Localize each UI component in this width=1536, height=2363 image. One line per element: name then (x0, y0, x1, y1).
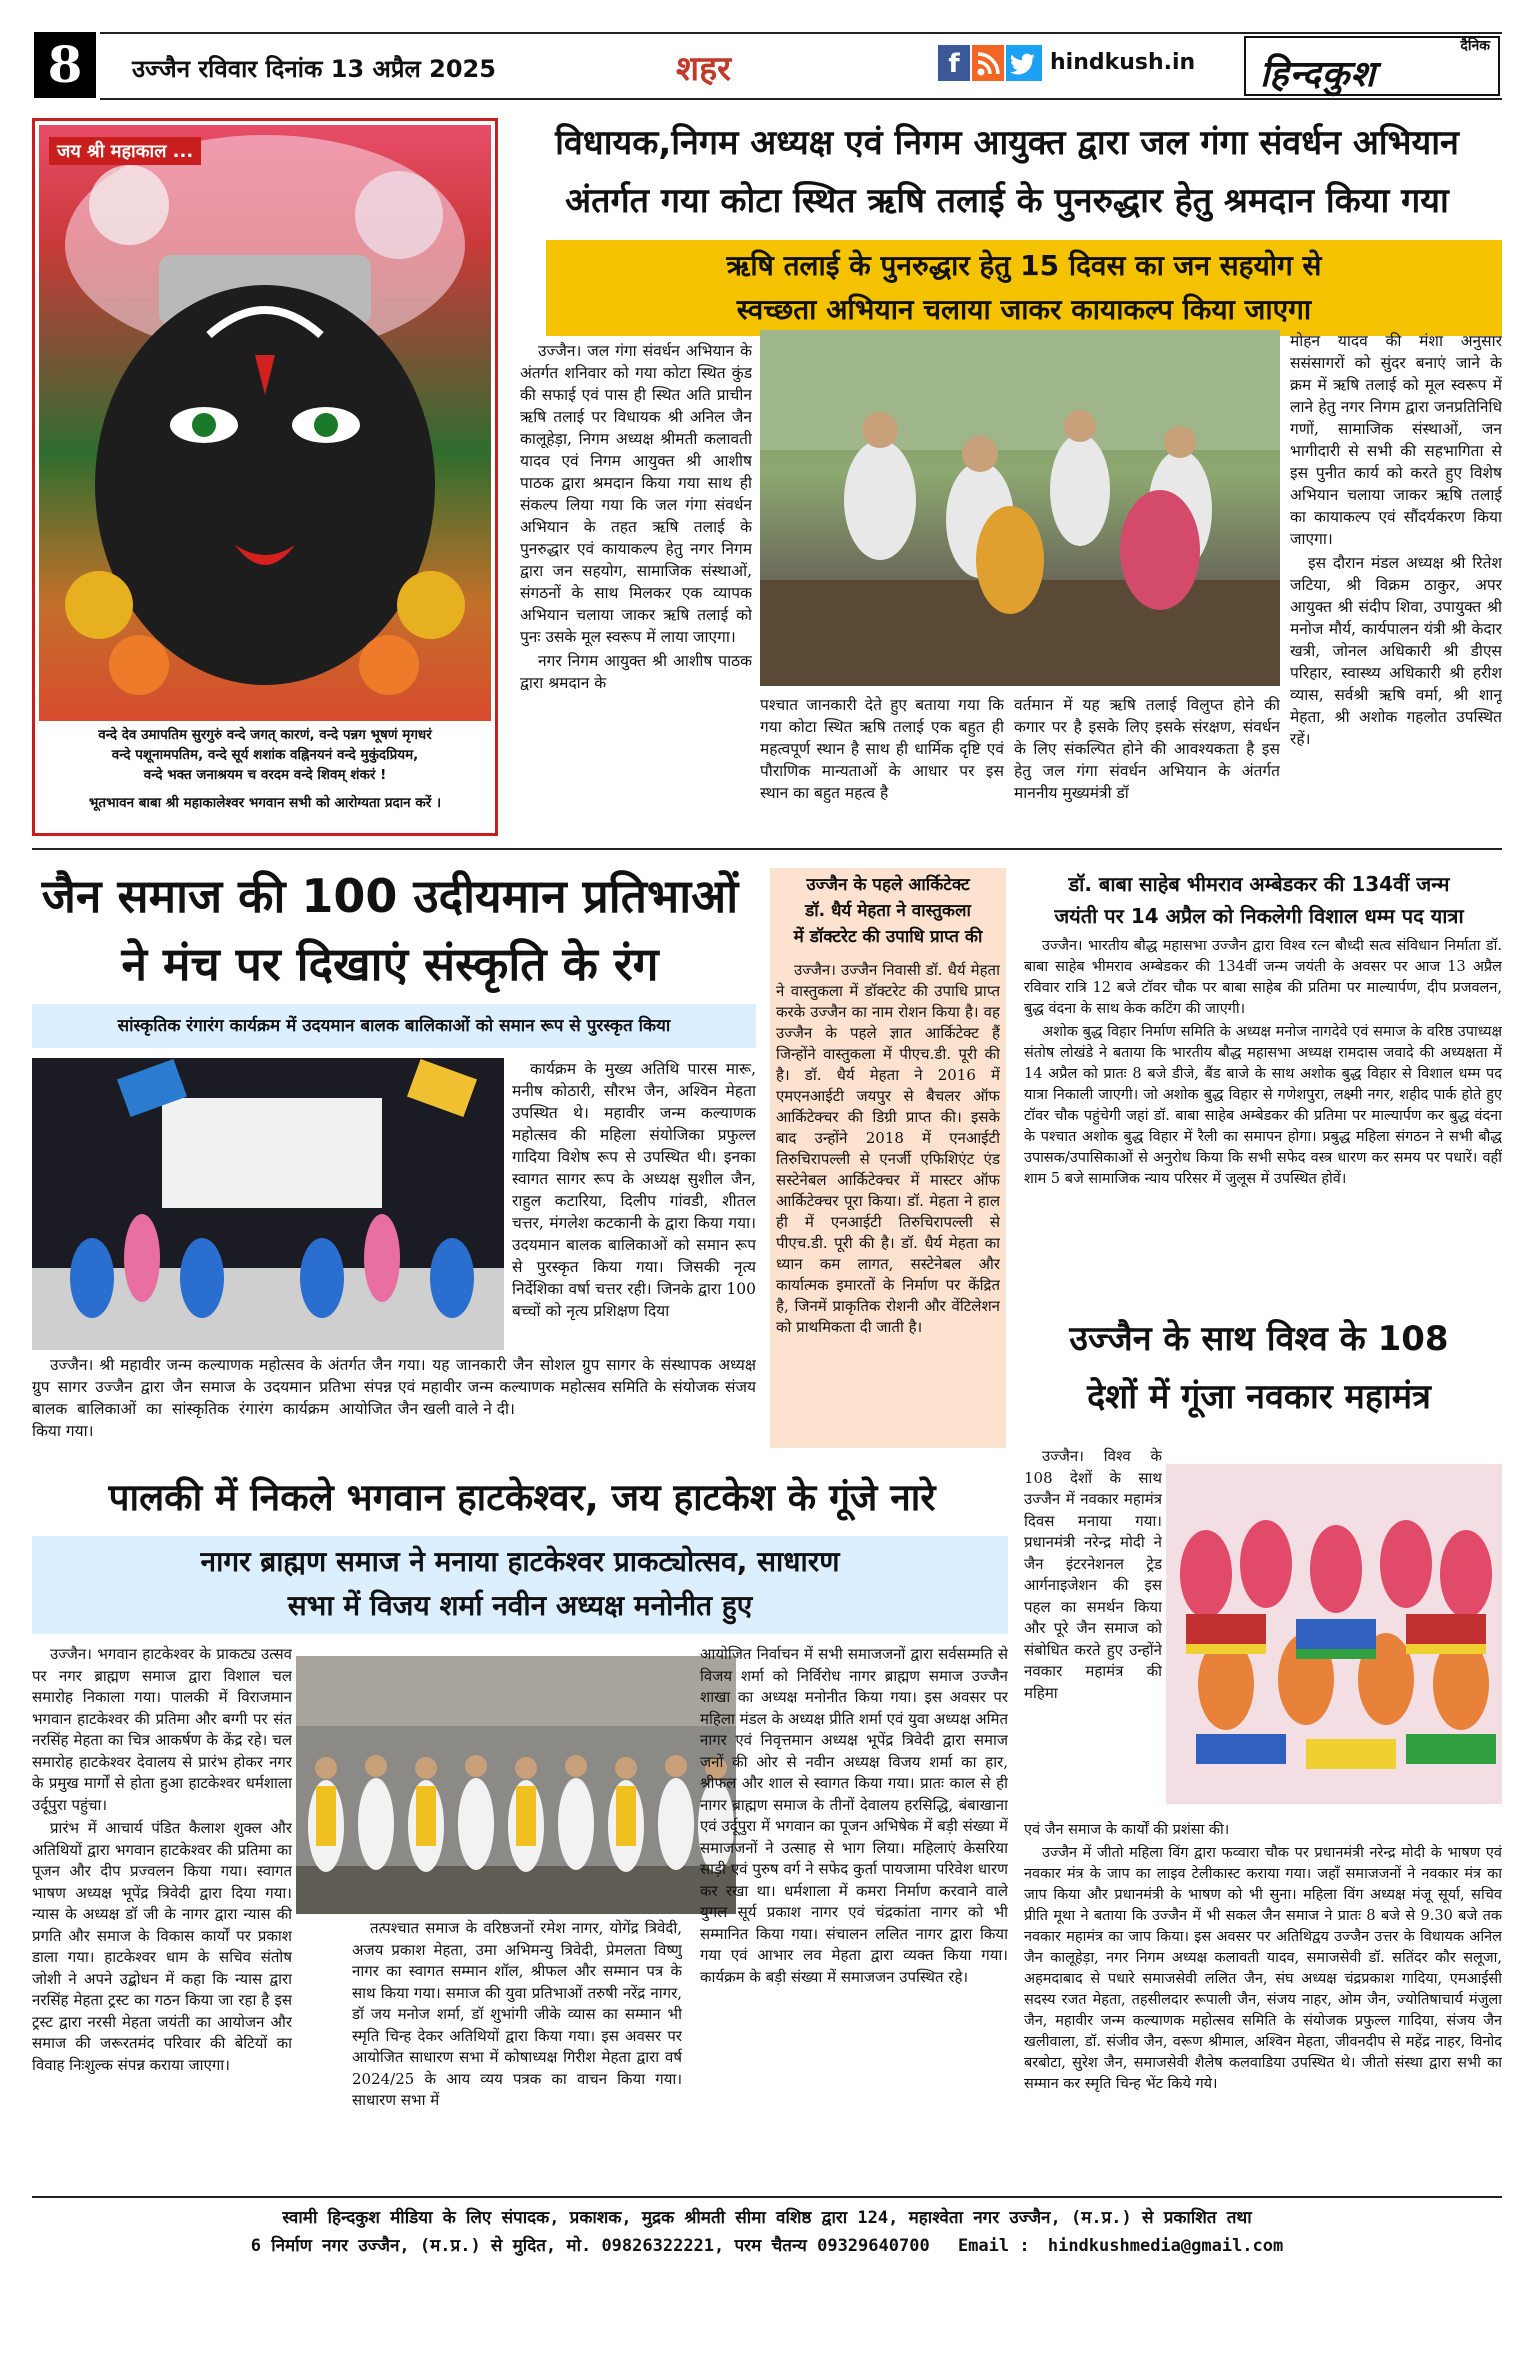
story4-headline (1016, 868, 1502, 932)
story5-side-col (1024, 1446, 1162, 1818)
imprint-line2: 6 निर्माण नगर उज्जैन, (म.प्र.) से मुदित, मो. 09826322221, परम चैतन्य 09329640700 (250, 2236, 930, 2256)
story5-headline-line2: देशों में गूंजा नवकार महामंत्र (1087, 1377, 1431, 1417)
story5-side-para: उज्जैन। विश्व के 108 देशों के साथ उज्जैन में नवकार महामंत्र दिवस मनाया गया। प्रधानमंत्री नरेन्द्र मोदी ने जैन इंटरनेशनल ट्रेड आर्गनाइजेशन की इस पहल का समर्थन किया और पूरे जैन समाज को संबोधित करते हुए उन्होंने नवकार महामंत्र की महिमा (1024, 1447, 1162, 1702)
story5-headline (1016, 1310, 1502, 1426)
section-name: शहर (676, 49, 732, 89)
story2-right-para: कार्यक्रम के मुख्य अतिथि पारस मारू, मनीष कोठारी, सौरभ जैन, अश्विन मेहता उपस्थित थे। महावीर जन्म कल्याणक महोत्सव की महिला संयोजिका प्रफुल्ल गादिया विशेष रूप से उपस्थित थी। इनका स्वागत सागर रूप के अध्यक्ष सुशील जैन, राहुल कटारिया, दिलीप गांवडी, शीतल चत्तर, मंगलेश कटकानी के द्वारा किया गया। उदयमान बालक बालिकाओं को समान रूप से पुरस्कृत किया गया। जिसकी नृत्य निर्देशिका वर्षा चत्तर रही। जिनके द्वारा 100 बच्चों को नृत्य प्रशिक्षण दिया (512, 1060, 756, 1320)
story5-photo (1166, 1464, 1502, 1804)
story1-photo (760, 330, 1280, 686)
story6-col1-para: उज्जैन। भगवान हाटकेश्वर के प्राकट्य उत्सव पर नगर ब्राह्मण समाज द्वारा विशाल चल समारोह निकाला गया। पालकी में विराजमान भगवान हाटकेश्वर की प्रतिमा और बग्गी पर संत नरसिंह मेहता का चित्र आकर्षण के केंद्र रहे। चल समारोह हाटकेश्वर देवालय से प्रारंभ होकर नगर के प्रमुख मार्गों से होता हुआ हाटकेश्वर धर्मशाला उर्दूपुरा पहुंचा। (32, 1645, 292, 1814)
story6-col3-para: आयोजित निर्वाचन में सभी समाजजनों द्वारा सर्वसम्मति से विजय शर्मा को निर्विरोध नागर ब्राह्मण समाज उज्जैन शाखा का अध्यक्ष मनोनीत किया गया। इस अवसर पर महिला मंडल के अध्यक्ष प्रीति शर्मा एवं युवा अध्यक्ष अमित नागर एवं निवृत्तमान अध्यक्ष भूपेंद्र त्रिवेदी द्वारा समाज जनों की ओर से नवीन अध्यक्ष विजय शर्मा का हार, श्रीफल और शाल से स्वागत किया गया। प्रातः काल से ही नागर ब्राह्मण समाज के तीनों देवालय हरसिद्धि, बंबाखाना एवं उर्दूपुरा में भगवान का पूजन अभिषेक में बड़ी संख्या में समाजजनों ने उत्साह से भाग लिया। महिलाएं केसरिया साड़ी एवं पुरुष वर्ग ने सफेद कुर्ता पायजामा परिवेश धारण कर रखा था। धर्मशाला में कमरा निर्माण करवाने वाले युगल सूर्य प्रकाश नागर एवं चंद्रकांता नागर को भी सम्मानित किया गया। संचालन ललित नागर द्वारा किया गया एवं आभार लव मेहता द्वारा व्यक्त किया गया। कार्यक्रम के बड़ी संख्या में समाजजन उपस्थित रहे। (700, 1645, 1008, 1986)
masthead-box (1244, 36, 1500, 96)
story6-col2 (352, 1918, 682, 2188)
story2-right-col (512, 1058, 756, 1350)
story6-subhead-line2: सभा में विजय शर्मा नवीन अध्यक्ष मनोनीत हुए (287, 1589, 753, 1622)
header-bottom-rule (100, 98, 1502, 100)
story3-headline (770, 872, 1006, 950)
story1-subhead-band (546, 240, 1502, 336)
verse-line-3: वन्दे भक्त जनाश्रयम च वरदम वन्दे शिवम् शंकरं ! (143, 767, 387, 783)
story4-body2: अशोक बुद्ध विहार निर्माण समिति के अध्यक्ष मनोज नागदेवे एवं समाज के वरिष्ठ उपाध्यक्ष संतोष लोखंडे ने बताया कि भारतीय बौद्ध महासभा अध्यक्ष रामदास जवादे की अध्यक्षता में 14 अप्रैल को प्रातः 8 बजे डीजे, बैंड बाजे के साथ अशोक बुद्ध विहार से विशाल धम्म पद यात्रा निकाली जाएगी। जो अशोक बुद्ध विहार से गणेशपुरा, लक्ष्मी नगर, शहीद पार्क होते हुए टॉवर चौक पहुंचेगी जहां डॉ. बाबा साहेब अम्बेडकर की प्रतिमा पर माल्यार्पण कर बुद्ध वंदना के पश्चात अशोक बुद्ध विहार में रैली का समापन होगा। प्रबुद्ध महिला संगठन ने सभी बौद्ध उपासक/उपासिकाओं से अनुरोध किया कि सभी सफेद वस्त्र धारण कर समय पर पधारें। वहीं शाम 5 बजे सामाजिक न्याय परिसर में जुलूस में उपस्थित होवें। (1024, 1024, 1502, 1187)
story5-body-line: एवं जैन समाज के कार्यों की प्रशंसा की। (1024, 1822, 1230, 1838)
story4-body (1024, 936, 1502, 1288)
rss-icon[interactable] (972, 45, 1004, 81)
story6-col3 (700, 1644, 1008, 2188)
story6-col1b-para: प्रारंभ में आचार्य पंडित कैलाश शुक्ल और अतिथियों द्वारा भगवान हाटकेश्वर की प्रतिमा का पूजन और दीप प्रज्वलन किया गया। स्वागत भाषण अध्यक्ष भूपेंद्र त्रिवेदी द्वारा दिया गया। न्यास के अध्यक्ष डॉ जी के नागर द्वारा न्यास की प्रगति और समाज के विकास कार्यों पर प्रकाश डाला गया। हाटकेश्वर धाम के सचिव संतोष जोशी ने अपने उद्बोधन में कहा कि न्यास द्वारा नरसिंह मेहता ट्रस्ट का गठन किया जा रहा है इस ट्रस्ट द्वारा नरसी मेहता जयंती का आयोजन और समाज की जरूरतमंद परिवार की बेटियों का विवाह निःशुल्क संपन्न कराया जाएगा। (32, 1819, 292, 2074)
story6-subhead-line1: नागर ब्राह्मण समाज ने मनाया हाटकेश्वर प्राकट्योत्सव, साधारण (200, 1545, 840, 1578)
verse-line-2: वन्दे पशूनामपतिम, वन्दे सूर्य शशांक वह्निनयनं वन्दे मुकुंदप्रियम, (111, 747, 419, 763)
story1-col1-para: उज्जैन। जल गंगा संवर्धन अभियान के अंतर्गत शनिवार को गया कोटा स्थित कुंड की सफाई एवं पास ही स्थित अति प्राचीन ऋषि तलाई पर विधायक श्री अनिल जैन कालूहेड़ा, निगम अध्यक्ष श्रीमती कलावती यादव एवं निगम आयुक्त श्री आशीष पाठक द्वारा श्रमदान किया गया साथ ही संकल्प लिया गया कि जल गंगा संवर्धन अभियान के तहत ऋषि तलाई के पुनरुद्धार एवं कायाकल्प हेतु नगर निगम द्वारा जन सहयोग, सामाजिक संस्थाओं, संगठनों के साथ मिलकर एक व्यापक अभियान चलाया जाकर ऋषि तलाई को पुनः उसके मूल स्वरूप में लाया जाएगा। (520, 342, 752, 646)
story4-body1: उज्जैन। भारतीय बौद्ध महासभा उज्जैन द्वारा विश्व रत्न बौध्दी सत्व संविधान निर्माता डॉ. बाबा साहेब भीमराव अम्बेडकर की 134वीं जन्म जयंती के अवसर पर आज 13 अप्रैल रविवार रात्रि 12 बजे टॉवर चौक पर बाबा साहेब की प्रतिमा पर माल्यार्पण, दीप प्रजवलन, बुद्ध वंदना के साथ केक कटिंग की जाएगी। (1024, 938, 1502, 1017)
story6-photo (296, 1656, 736, 1914)
imprint-line2-row (32, 2232, 1502, 2260)
story2-bottom-right (398, 1354, 756, 1446)
mahakal-photo (39, 125, 491, 721)
story6-col2-para: तत्पश्चात समाज के वरिष्ठजनों रमेश नागर, योगेंद्र त्रिवेदी, अजय प्रकाश मेहता, उमा अभिमन्यु त्रिवेदी, प्रेमलता विष्णु नागर का स्वागत सम्मान शॉल, श्रीफल और सम्मान पत्र के साथ किया गया। समाज की युवा प्रतिभाओं तरुषी नरेंद्र नागर, डॉ जय मनोज शर्मा, डॉ शुभांगी जीके व्यास का सम्मान भी स्मृति चिन्ह देकर अतिथियों द्वारा किया गया। इस अवसर पर आयोजित साधारण सभा में कोषाध्यक्ष गिरीश मेहता द्वारा वर्ष 2024/25 के आय व्यय पत्रक का वाचन किया गया। साधारण सभा में (352, 1919, 682, 2109)
masthead-title: हिन्दकुश (1260, 53, 1376, 95)
story3-body (776, 960, 1000, 1444)
story1-headline-line2: अंतर्गत गया कोटा स्थित ऋषि तलाई के पुनरुद्धार हेतु श्रमदान किया गया (565, 181, 1449, 221)
story1-col4 (1290, 330, 1502, 836)
story1-col1 (520, 340, 752, 836)
story2-headline-line1: जैन समाज की 100 उदीयमान प्रतिभाओं (41, 869, 739, 923)
footer-rule (32, 2196, 1502, 2198)
story4-headline-line2: जयंती पर 14 अप्रैल को निकलेगी विशाल धम्म पद यात्रा (1054, 904, 1464, 928)
story3-headline-line2: डॉ. धैर्य मेहता ने वास्तुकला (805, 901, 971, 921)
story3-headline-line3: में डॉक्टरेट की उपाधि प्राप्त की (793, 927, 983, 947)
website-link[interactable]: hindkush.in (1050, 50, 1196, 75)
story5-body-para: उज्जैन में जीतो महिला विंग द्वारा फव्वारा चौक पर प्रधानमंत्री नरेन्द्र मोदी के भाषण एवं नवकार मंत्र के जाप का लाइव टेलीकास्ट कराया गया। जहाँ समाजजनों ने नवकार मंत्र का जाप किया और प्रधानमंत्री के भाषण को भी सुना। महिला विंग अध्यक्ष मंजू सूर्या, सचिव प्रीति मूथा ने बताया कि उज्जैन में भी सकल जैन समाज ने प्रातः 8 बजे से 9.30 बजे तक नवकार महामंत्र का जाप किया। इस अवसर पर अतिथिद्वय उज्जैन उत्तर के विधायक अनिल जैन कालूहेड़ा, नगर निगम अध्यक्ष कलावती यादव, समाजसेवी डॉ. सतिंदर कौर सलूजा, अहमदाबाद से पधारे समाजसेवी ललित जैन, संघ अध्यक्ष चंद्रप्रकाश गादिया, एमआईसी सदस्य रजत मेहता, तहसीलदार रूपाली जैन, संजय नाहर, ओम जैन, ज्योतिषाचार्य मंजुला जैन, महावीर जन्म कल्याणक महोत्सव समिति के संयोजक प्रफुल्ल गादिया, संजय जैन खलीवाला, डॉ. संजीव जैन, वरूण श्रीमाल, अश्विन मेहता, जीवनदीप से महेंद्र नाहर, विनोद बरबोटा, सुरेश जैन, समाजसेवी शैलेष कलवाडिया उपस्थित थे। जीतो संस्था द्वारा सभी का सम्मान कर स्मृति चिन्ह भेंट किये गये। (1024, 1845, 1502, 2092)
email-label: Email : (957, 2236, 1030, 2256)
temple-panel (32, 118, 498, 836)
story6-headline: पालकी में निकले भगवान हाटकेश्वर, जय हाटकेश के गूंजे नारे (108, 1476, 936, 1519)
story2-bottom-left (32, 1354, 392, 1446)
divider-1 (32, 848, 1502, 850)
story6-col1 (32, 1644, 292, 2188)
masthead-small: दैनिक (1460, 38, 1490, 54)
story1-col2-para: पश्चात जानकारी देते हुए बताया गया कि गया कोटा स्थित ऋषि तलाई एक बहुत ही महत्वपूर्ण स्थान है साथ ही धार्मिक दृष्टि एवं पौराणिक मान्यताओं के आधार पर इस स्थान का बहुत महत्व है (760, 696, 1004, 802)
story3-body-para: उज्जैन। उज्जैन निवासी डॉ. धैर्य मेहता ने वास्तुकला में डॉक्टरेट की उपाधि प्राप्त करके उज्जैन का नाम रोशन किया है। वह उज्जैन के पहले ज्ञात आर्किटेक्ट हैं जिन्होंने वास्तुकला में पीएच.डी. पूरी की है। डॉ. धैर्य मेहता ने 2016 में एमएनआईटी जयपुर से बैचलर ऑफ आर्किटेक्चर की डिग्री प्राप्त की। इसके बाद उन्होंने 2018 में एनआईटी तिरुचिरापल्ली से एनर्जी एफिशिएंट एंड सस्टेनेबल आर्किटेक्चर में मास्टर ऑफ आर्किटेक्चर पूरा किया। डॉ. मेहता ने हाल ही में एनआईटी तिरुचिरापल्ली से पीएच.डी. पूरी की है। डॉ. धैर्य मेहता का ध्यान कम लागत, सस्टेनेबल और कार्यात्मक इमारतों के निर्माण पर केंद्रित है, जिनमें प्राकृतिक रोशनी और वेंटिलेशन को प्राथमिकता दी जाती है। (776, 961, 1000, 1336)
story1-headline-line1: विधायक,निगम अध्यक्ष एवं निगम आयुक्त द्वारा जल गंगा संवर्धन अभियान (555, 123, 1459, 163)
story2-photo (32, 1058, 504, 1350)
facebook-icon[interactable]: f (938, 45, 970, 81)
verse-line-1: वन्दे देव उमापतिम सुरगुरुं वन्दे जगत् कारणं, वन्दे पन्नग भूषणं मृगधरं (98, 727, 432, 743)
story1-headline (512, 114, 1502, 230)
imprint-line1: स्वामी हिन्दकुश मीडिया के लिए संपादक, प्रकाशक, मुद्रक श्रीमती सीमा वशिष्ठ द्वारा 124, महाश्वेता नगर उज्जैन, (म.प्र.) से प्रकाशित तथा (282, 2208, 1252, 2228)
story2-bottom-right-para: गया। यह जानकारी जैन सोशल ग्रुप सागर के संस्थापक अध्यक्ष एवं महावीर जन्म कल्याणक महोत्सव समिति के संयोजक संजय जैन खली वाले ने दी। (398, 1356, 756, 1418)
story1-col4b-para: इस दौरान मंडल अध्यक्ष श्री रितेश जटिया, श्री विक्रम ठाकुर, अपर आयुक्त श्री संदीप शिवा, उपायुक्त श्री मनोज मौर्य, कार्यपालन यंत्री श्री केदार खत्री, जोनल अधिकारी श्री डीएस परिहार, स्वास्थ्य अधिकारी श्री हरीश व्यास, सर्वश्री ऋषि वर्मा, श्री शानू मेहता, श्री अशोक गहलोत उपस्थित रहें। (1290, 554, 1502, 748)
footer-imprint (32, 2204, 1502, 2260)
story2-bottom-left-para: उज्जैन। श्री महावीर जन्म कल्याणक महोत्सव के अंतर्गत जैन ग्रुप सागर उज्जैन द्वारा जैन समाज के उदयमान प्रतिभा संपन्न बालक बालिकाओं का सांस्कृतिक रंगारंग कार्यक्रम आयोजित किया गया। (32, 1356, 392, 1440)
header-top-rule (100, 32, 1502, 34)
story2-headline-line2: ने मंच पर दिखाएं संस्कृति के रंग (121, 937, 659, 991)
page-number-box: 8 (34, 32, 96, 98)
story4-headline-line1: डॉ. बाबा साहेब भीमराव अम्बेडकर की 134वीं जन्म (1068, 872, 1450, 896)
story1-col1b-para: नगर निगम आयुक्त श्री आशीष पाठक द्वारा श्रमदान के (520, 652, 752, 692)
blessing-line: भूतभावन बाबा श्री महाकालेश्वर भगवान सभी को आरोग्यता प्रदान करें । (88, 795, 442, 811)
twitter-icon[interactable] (1006, 45, 1042, 81)
story1-col3-para: वर्तमान में यह ऋषि तलाई विलुप्त होने की कगार पर है इसके लिए इसके संरक्षण, संवर्धन के लिए संकल्पित होने की आवश्यकता है इस हेतु जल गंगा संवर्धन अभियान के अंतर्गत माननीय मुख्यमंत्री डॉ (1014, 696, 1280, 802)
story1-col3 (1014, 694, 1280, 836)
story1-subhead-line2: स्वच्छता अभियान चलाया जाकर कायाकल्प किया जाएगा (736, 293, 1312, 326)
temple-verse (39, 721, 491, 829)
story1-col4-para: मोहन यादव की मंशा अनुसार ससंसागरों को सुंदर बनाएं जाने के क्रम में ऋषि तलाई को मूल स्वरूप में लाने हेतु नगर निगम द्वारा जनप्रतिनिधि गणों, सामाजिक संस्थाओं, जन भागीदारी से सभी की सहभागिता से इस पुनीत कार्य को करते हुए विशेष अभियान चलाया जाकर ऋषि तलाई का कायाकल्प एवं सौंदर्यकरण किया जाएगा। (1290, 332, 1502, 548)
story3-headline-line1: उज्जैन के पहले आर्किटेक्ट (806, 875, 970, 895)
story2-headline (20, 862, 760, 998)
story2-subhead-band: सांस्कृतिक रंगारंग कार्यक्रम में उदयमान बालक बालिकाओं को समान रूप से पुरस्कृत किया (32, 1004, 756, 1048)
story5-body (1024, 1820, 1502, 2150)
email-address[interactable]: hindkushmedia@gmail.com (1047, 2236, 1284, 2256)
dateline: उज्जैन रविवार दिनांक 13 अप्रैल 2025 (132, 55, 496, 83)
story1-col2 (760, 694, 1004, 836)
temple-caption-tag: जय श्री महाकाल ... (49, 137, 201, 165)
story1-subhead-line1: ऋषि तलाई के पुनरुद्धार हेतु 15 दिवस का जन सहयोग से (726, 249, 1322, 282)
story6-subhead-band (32, 1536, 1008, 1634)
story3-box (770, 868, 1006, 1448)
story5-headline-line1: उज्जैन के साथ विश्व के 108 (1069, 1319, 1449, 1359)
